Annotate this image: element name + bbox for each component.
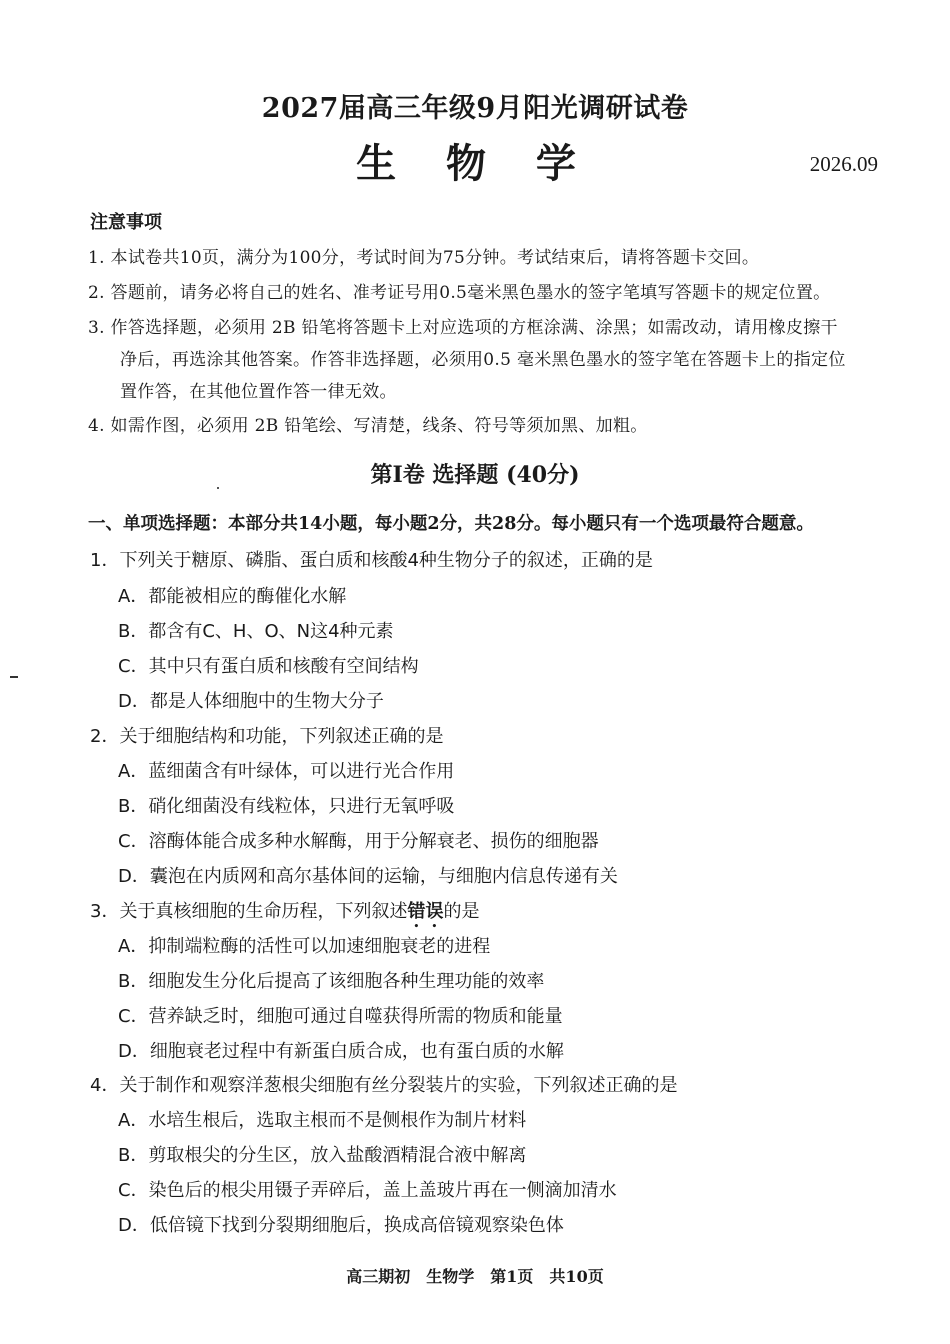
notice-item-3: 3. 作答选择题，必须用 2B 铅笔将答题卡上对应选项的方框涂满、涂黑；如需改动，请用橡皮擦干 [88,318,838,338]
question-4-stem: 4．关于制作和观察洋葱根尖细胞有丝分裂装片的实验，下列叙述正确的是 [90,1075,678,1096]
question-4-option-b: B．剪取根尖的分生区，放入盐酸酒精混合液中解离 [118,1145,527,1166]
notice-item-1: 1. 本试卷共10页，满分为100分，考试时间为75分钟。考试结束后，请将答题卡交回。 [88,248,760,268]
question-2-option-b: B．硝化细菌没有线粒体，只进行无氧呼吸 [118,796,455,817]
notice-heading: 注意事项 [90,212,162,233]
question-3-option-c: C．营养缺乏时，细胞可通过自噬获得所需的物质和能量 [118,1006,563,1027]
question-2-option-c: C．溶酶体能合成多种水解酶，用于分解衰老、损伤的细胞器 [118,831,599,852]
question-1-stem: 1．下列关于糖原、磷脂、蛋白质和核酸4种生物分子的叙述，正确的是 [90,550,653,571]
question-3-stem-pre: 3．关于真核细胞的生命历程，下列叙述 [90,901,408,922]
exam-title: 2027届高三年级9月阳光调研试卷 [261,93,689,124]
notice-item-3-cont-2: 置作答，在其他位置作答一律无效。 [120,382,397,402]
part-heading: 一、单项选择题：本部分共14小题，每小题2分，共28分。每小题只有一个选项最符合题意。 [88,514,814,534]
question-2-option-a: A．蓝细菌含有叶绿体，可以进行光合作用 [118,761,455,782]
question-3-stem-emphasis: 错误 [407,901,444,922]
question-1-option-a: A．都能被相应的酶催化水解 [118,586,347,607]
question-3-option-a: A．抑制端粒酶的活性可以加速细胞衰老的进程 [118,936,491,957]
page-footer: 高三期初 生物学 第1页 共10页 [346,1267,604,1286]
question-1-option-b: B．都含有C、H、O、N这4种元素 [118,621,394,642]
section-title: 第Ⅰ卷 选择题 (40分) [370,462,580,488]
question-1-option-d: D．都是人体细胞中的生物大分子 [118,691,384,712]
question-1-option-c: C．其中只有蛋白质和核酸有空间结构 [118,656,419,677]
question-3-stem-post: 的是 [443,901,480,922]
subject-title: 生 物 学 [356,140,594,187]
notice-item-2: 2. 答题前，请务必将自己的姓名、准考证号用0.5毫米黑色墨水的签字笔填写答题卡的规定位置。 [88,283,831,303]
exam-date: 2026.09 [809,152,878,176]
question-2-option-d: D．囊泡在内质网和高尔基体间的运输，与细胞内信息传递有关 [118,866,618,887]
question-3-stem [90,897,479,932]
question-4-option-d: D．低倍镜下找到分裂期细胞后，换成高倍镜观察染色体 [118,1215,564,1236]
notice-item-3-cont-1: 净后，再选涂其他答案。作答非选择题，必须用0.5 毫米黑色墨水的签字笔在答题卡上的指定位 [120,350,846,370]
question-4-option-c: C．染色后的根尖用镊子弄碎后，盖上盖玻片再在一侧滴加清水 [118,1180,617,1201]
margin-mark [10,676,18,678]
question-3-option-b: B．细胞发生分化后提高了该细胞各种生理功能的效率 [118,971,545,992]
notice-item-4: 4. 如需作图，必须用 2B 铅笔绘、写清楚，线条、符号等须加黑、加粗。 [88,416,648,436]
question-3-option-d: D．细胞衰老过程中有新蛋白质合成，也有蛋白质的水解 [118,1041,564,1062]
question-4-option-a: A．水培生根后，选取主根而不是侧根作为制片材料 [118,1110,527,1131]
question-2-stem: 2．关于细胞结构和功能，下列叙述正确的是 [90,726,444,747]
